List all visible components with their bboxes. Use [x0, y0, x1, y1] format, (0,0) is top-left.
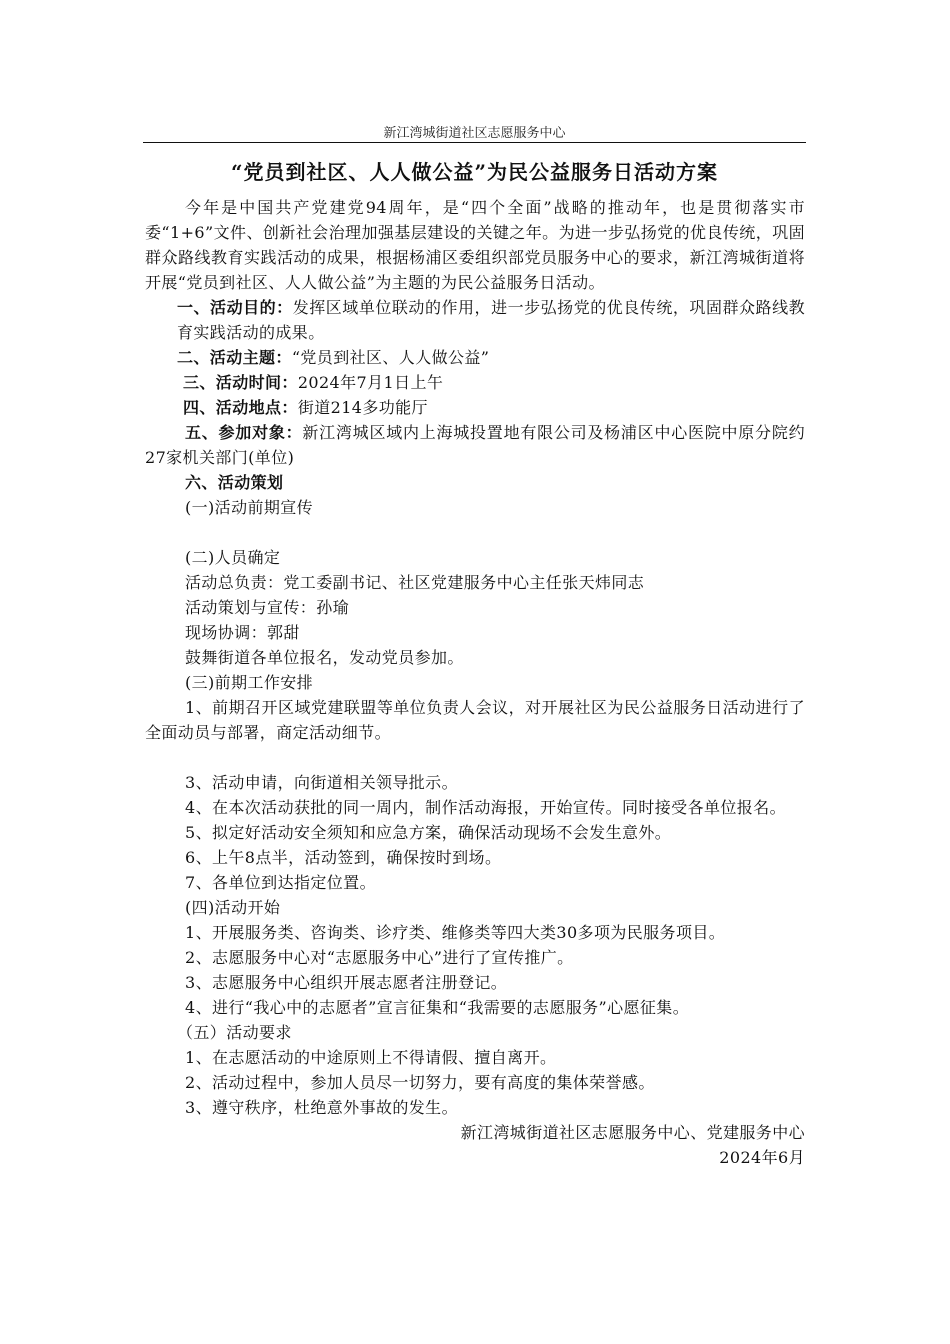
section-location-label: 四、活动地点： [183, 398, 298, 417]
start-item: 1、开展服务类、咨询类、诊疗类、维修类等四大类30多项为民服务项目。 [185, 923, 726, 942]
start-item: 4、进行“我心中的志愿者”宣言征集和“我需要的志愿服务”心愿征集。 [185, 998, 690, 1017]
intro-paragraph: 今年是中国共产党建党94周年，是“四个全面”战略的推动年，也是贯彻落实市委“1+6”文件、创新社会治理加强基层建设的关键之年。为进一步弘扬党的优良传统，巩固群众路线教育实践活动的成果，根据杨浦区委组织部党员服务中心的要求，新江湾城街道将开展“党员到社区、人人做公益”为主题的为民公益服务日活动。 [145, 198, 805, 292]
section-time-label: 三、活动时间： [183, 373, 298, 392]
section-participants [145, 420, 805, 470]
header-rule [143, 142, 806, 143]
prework-item: 3、活动申请，向街道相关领导批示。 [185, 773, 458, 792]
section-time [145, 370, 805, 395]
section-planning-heading: 六、活动策划 [185, 473, 284, 492]
personnel-item: 鼓舞街道各单位报名，发动党员参加。 [185, 648, 464, 667]
prework-item: 6、上午8点半，活动签到，确保按时到场。 [185, 848, 502, 867]
requirements-item: 2、活动过程中，参加人员尽一切努力，要有高度的集体荣誉感。 [185, 1073, 655, 1092]
prework-heading: (三)前期工作安排 [185, 673, 314, 692]
signature-org: 新江湾城街道社区志愿服务中心、党建服务中心 [460, 1123, 805, 1142]
section-participants-text: 新江湾城区域内上海城投置地有限公司及杨浦区中心医院中原分院约27家机关部门(单位) [145, 423, 805, 467]
prework-item: 4、在本次活动获批的同一周内，制作活动海报，开始宣传。同时接受各单位报名。 [185, 798, 786, 817]
start-heading: (四)活动开始 [185, 898, 281, 917]
personnel-heading: (二)人员确定 [185, 548, 281, 567]
signature-date: 2024年6月 [719, 1148, 805, 1167]
start-item: 3、志愿服务中心组织开展志愿者注册登记。 [185, 973, 508, 992]
prework-item: 1、前期召开区域党建联盟等单位负责人会议，对开展社区为民公益服务日活动进行了全面动员与部署，商定活动细节。 [145, 698, 805, 742]
prework-item: 5、拟定好活动安全须知和应急方案，确保活动现场不会发生意外。 [185, 823, 672, 842]
prework-item: 7、各单位到达指定位置。 [185, 873, 376, 892]
blank-line [145, 745, 805, 770]
section-location [145, 395, 805, 420]
section-theme-text: “党员到社区、人人做公益” [291, 348, 490, 367]
requirements-item: 3、遵守秩序，杜绝意外事故的发生。 [185, 1098, 458, 1117]
requirements-heading: （五）活动要求 [177, 1023, 292, 1042]
section-purpose [145, 295, 805, 345]
section-theme [145, 345, 805, 370]
personnel-item: 活动策划与宣传：孙瑜 [185, 598, 350, 617]
section-time-text: 2024年7月1日上午 [297, 373, 444, 392]
requirements-item: 1、在志愿活动的中途原则上不得请假、擅自离开。 [185, 1048, 557, 1067]
section-location-text: 街道214多功能厅 [297, 398, 428, 417]
document-body [145, 195, 805, 1170]
blank-line [145, 520, 805, 545]
document-header: 新江湾城街道社区志愿服务中心 [383, 126, 566, 141]
personnel-item: 活动总负责：党工委副书记、社区党建服务中心主任张天炜同志 [185, 573, 645, 592]
section-theme-label: 二、活动主题： [177, 348, 292, 367]
start-item: 2、志愿服务中心对“志愿服务中心”进行了宣传推广。 [185, 948, 574, 967]
document-title: “党员到社区、人人做公益”为民公益服务日活动方案 [230, 160, 718, 184]
section-purpose-text: 发挥区域单位联动的作用，进一步弘扬党的优良传统，巩固群众路线教育实践活动的成果。 [177, 298, 805, 342]
publicity-heading: (一)活动前期宣传 [185, 498, 314, 517]
section-purpose-label: 一、活动目的： [177, 298, 293, 317]
section-participants-label: 五、参加对象： [185, 423, 303, 442]
personnel-item: 现场协调：郭甜 [185, 623, 300, 642]
